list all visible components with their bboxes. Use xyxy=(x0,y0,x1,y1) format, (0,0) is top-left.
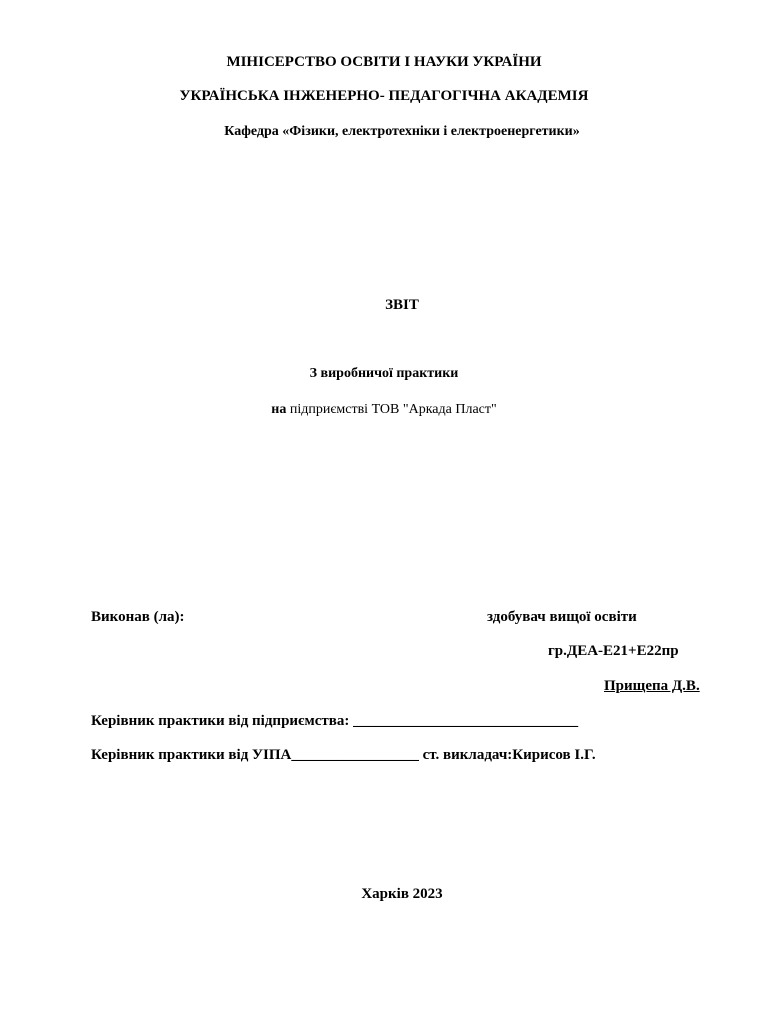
department-heading: Кафедра «Фізики, електротехніки і електроенергетики» xyxy=(224,124,580,139)
performer-label: Виконав (ла): xyxy=(91,609,185,625)
performer-group: гр.ДЕА-Е21+Е22пр xyxy=(548,643,679,659)
ministry-heading: МІНІСЕРСТВО ОСВІТИ І НАУКИ УКРАЇНИ xyxy=(226,54,542,70)
performer-name: Прищепа Д.В. xyxy=(604,678,700,694)
upa-supervisor: Керівник практики від УІПА_________________ ст. викладач:Кирисов І.Г. xyxy=(91,747,596,763)
performer-role: здобувач вищої освіти xyxy=(487,609,637,625)
practice-place xyxy=(0,401,768,419)
academy-heading: УКРАЇНСЬКА ІНЖЕНЕРНО- ПЕДАГОГІЧНА АКАДЕМІЯ xyxy=(179,88,589,104)
city-year: Харків 2023 xyxy=(361,886,443,902)
enterprise-supervisor: Керівник практики від підприємства: ______________________________ xyxy=(91,713,579,729)
practice-subtitle: З виробничої практики xyxy=(309,366,459,381)
practice-place-prefix: на xyxy=(271,402,290,417)
practice-place-name: підприємстві ТОВ "Аркада Пласт" xyxy=(289,402,497,417)
report-title: ЗВІТ xyxy=(385,297,419,313)
